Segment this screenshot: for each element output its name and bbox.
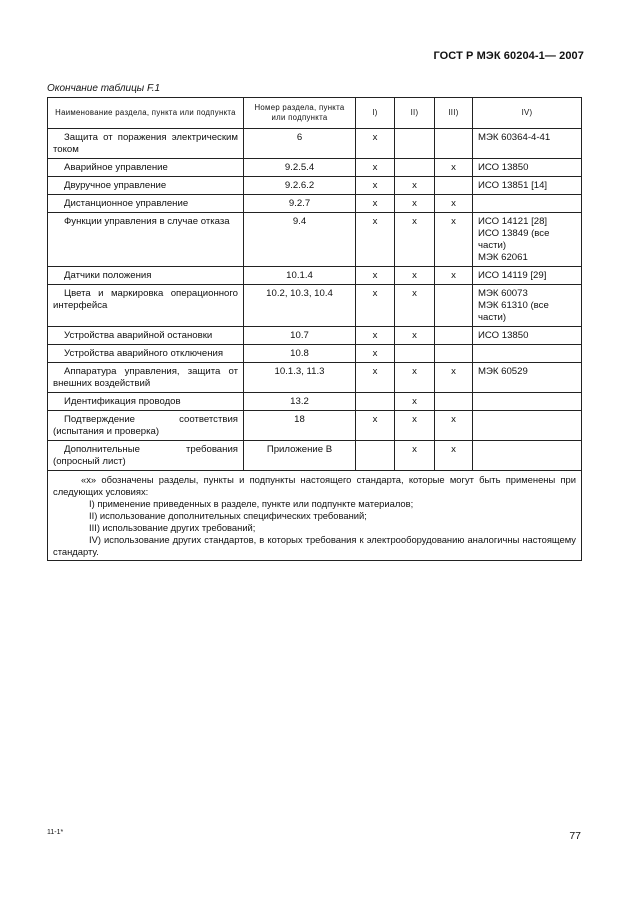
row-section-name: Дополнительные требования (опросный лист) [48,441,244,471]
row-mark-ii [395,159,435,177]
row-section-name: Устройства аварийной остановки [48,327,244,345]
row-mark-iii: x [435,363,473,393]
standard-reference: ИСО 13849 (все части) [478,228,550,251]
row-mark-iii [435,327,473,345]
row-mark-iii: x [435,267,473,285]
table-row [48,177,582,195]
row-other-standards [473,345,582,363]
row-other-standards [473,411,582,441]
row-other-standards [473,327,582,345]
row-mark-ii: x [395,441,435,471]
row-mark-ii: x [395,195,435,213]
note-item-iii: III) использование других требований; [89,522,256,533]
row-mark-i: x [356,177,395,195]
row-mark-i: x [356,267,395,285]
standard-reference: ИСО 13851 [14] [478,180,548,191]
row-section-name: Аппаратура управления, защита от внешних воздействий [48,363,244,393]
table-notes [48,471,582,561]
notes-intro: «х» обозначены разделы, пункты и подпункты настоящего стандарта, которые могут быть применены при следующих условиях: [53,474,576,497]
row-section-name: Функции управления в случае отказа [48,213,244,267]
row-mark-i [356,441,395,471]
row-mark-ii: x [395,213,435,267]
table-row [48,363,582,393]
row-section-number: 10.8 [244,345,356,363]
row-mark-i: x [356,159,395,177]
table-row [48,195,582,213]
row-section-number: Приложение В [244,441,356,471]
table-caption: Окончание таблицы F.1 [47,83,161,94]
row-mark-ii: x [395,327,435,345]
col-header-i: I) [356,98,395,129]
row-mark-i: x [356,213,395,267]
row-section-number: 10.7 [244,327,356,345]
note-item-iv: IV) использование других стандартов, в которых требования к электрооборудованию аналогичны настоящему стандарту. [53,534,576,557]
row-mark-i: x [356,129,395,159]
row-section-name: Идентификация проводов [48,393,244,411]
standard-reference: МЭК 60073 [478,288,528,299]
page-number: 77 [569,830,581,842]
row-other-standards [473,213,582,267]
row-section-number: 10.2, 10.3, 10.4 [244,285,356,327]
row-section-name: Дистанционное управление [48,195,244,213]
row-mark-i: x [356,411,395,441]
standard-reference: ИСО 13850 [478,330,529,341]
row-mark-ii [395,345,435,363]
col-header-ii: II) [395,98,435,129]
document-standard-id: ГОСТ Р МЭК 60204-1— 2007 [433,50,584,62]
standard-reference: ИСО 14119 [29] [478,270,547,281]
row-other-standards [473,363,582,393]
col-header-iv: IV) [473,98,582,129]
row-section-number: 6 [244,129,356,159]
standards-table [47,97,582,561]
row-section-name: Датчики положения [48,267,244,285]
row-section-number: 10.1.4 [244,267,356,285]
row-mark-iii [435,345,473,363]
row-other-standards [473,129,582,159]
row-mark-iii: x [435,195,473,213]
row-other-standards [473,177,582,195]
table-row [48,393,582,411]
table-row [48,159,582,177]
standard-reference: МЭК 60364-4-41 [478,132,551,143]
row-section-number: 9.4 [244,213,356,267]
row-mark-iii: x [435,159,473,177]
table-row [48,213,582,267]
row-other-standards [473,195,582,213]
row-section-name: Защита от поражения электрическим током [48,129,244,159]
row-mark-ii: x [395,363,435,393]
row-mark-ii: x [395,285,435,327]
row-mark-iii [435,285,473,327]
row-mark-ii: x [395,393,435,411]
note-item-ii: II) использование дополнительных специфических требований; [89,510,367,521]
row-mark-iii: x [435,213,473,267]
row-other-standards [473,393,582,411]
row-mark-i [356,393,395,411]
row-mark-i: x [356,345,395,363]
row-mark-ii [395,129,435,159]
table-row [48,411,582,441]
row-section-number: 9.2.6.2 [244,177,356,195]
row-mark-ii: x [395,411,435,441]
table-row [48,129,582,159]
col-header-name: Наименование раздела, пункта или подпункта [48,98,244,129]
row-section-name: Двуручное управление [48,177,244,195]
standard-reference: МЭК 62061 [478,252,528,263]
row-mark-iii [435,129,473,159]
table-row [48,441,582,471]
row-other-standards [473,441,582,471]
standard-reference: ИСО 13850 [478,162,529,173]
row-section-name: Цвета и маркировка операционного интерфейса [48,285,244,327]
row-section-name: Аварийное управление [48,159,244,177]
row-section-name: Подтверждение соответствия (испытания и проверка) [48,411,244,441]
row-other-standards [473,159,582,177]
row-section-number: 9.2.5.4 [244,159,356,177]
row-section-number: 13.2 [244,393,356,411]
row-section-name: Устройства аварийного отключения [48,345,244,363]
col-header-number: Номер раздела, пункта или подпункта [244,98,356,129]
row-mark-i: x [356,363,395,393]
row-mark-iii [435,393,473,411]
row-other-standards [473,285,582,327]
row-mark-i: x [356,285,395,327]
row-mark-iii: x [435,411,473,441]
standard-reference: МЭК 60529 [478,366,528,377]
table-row [48,345,582,363]
row-section-number: 18 [244,411,356,441]
note-item-i: I) применение приведенных в разделе, пункте или подпункте материалов; [89,498,414,509]
notes-row [48,471,582,561]
standard-reference: МЭК 61310 (все части) [478,300,549,323]
row-section-number: 10.1.3, 11.3 [244,363,356,393]
standard-reference: ИСО 14121 [28] [478,216,548,227]
row-section-number: 9.2.7 [244,195,356,213]
row-mark-i: x [356,327,395,345]
row-mark-i: x [356,195,395,213]
row-mark-ii: x [395,267,435,285]
table-header-row [48,98,582,129]
row-mark-iii [435,177,473,195]
row-mark-iii: x [435,441,473,471]
col-header-iii: III) [435,98,473,129]
print-code: 11-1* [47,829,64,836]
row-other-standards [473,267,582,285]
table-row [48,327,582,345]
table-row [48,267,582,285]
row-mark-ii: x [395,177,435,195]
table-row [48,285,582,327]
